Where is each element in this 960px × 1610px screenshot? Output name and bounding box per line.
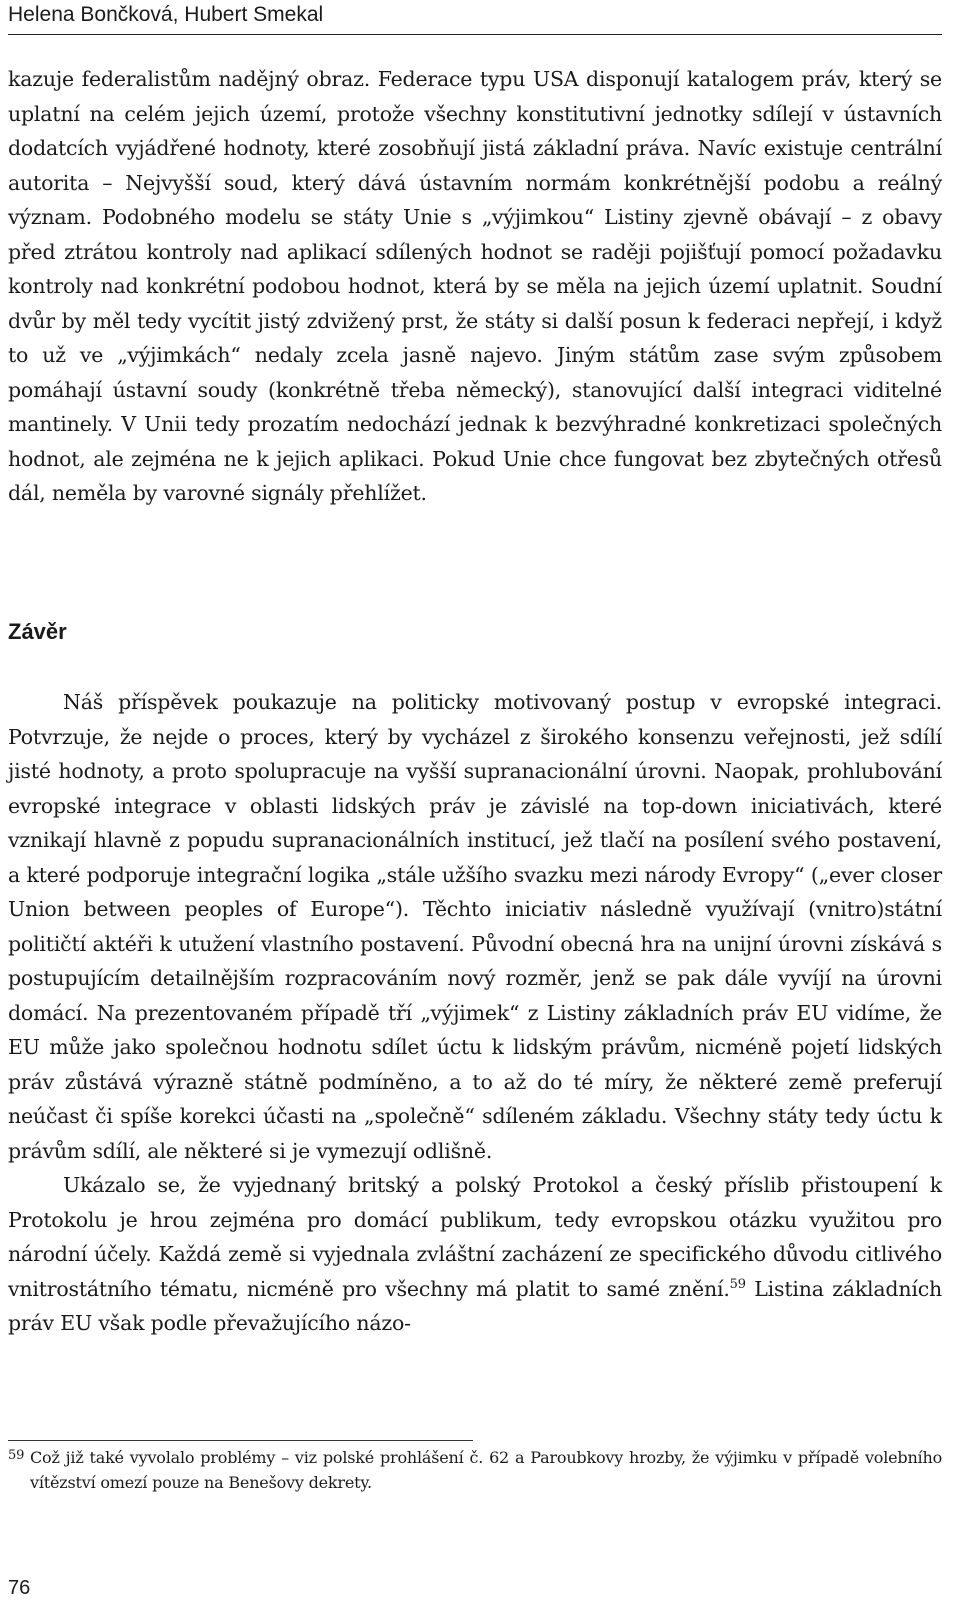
header-authors: Helena Bončková, Hubert Smekal: [8, 3, 324, 26]
footnote-rule: [8, 1440, 473, 1441]
footnote-reference[interactable]: 59: [729, 1276, 746, 1292]
section-heading: Závěr: [8, 619, 67, 644]
conclusion-paragraph-2: [8, 1168, 942, 1341]
conclusion-paragraph-2-text: Ukázalo se, že vyjednaný britský a polský Protokol a český příslib přistoupení k Protokolu je hrou zejména pro domácí publikum, tedy evropskou otázku využitou pro národní účely. Každá země si vyjednala zvláštní zacházení ze specifického důvodu citlivého vnitrostátního tématu, nicméně pro všechny má platit to samé znění.: [8, 1173, 942, 1301]
running-header: [8, 0, 942, 38]
conclusion-paragraph-2-tail: Listina základních práv EU však podle převažujícího názo-: [8, 1276, 942, 1335]
body-text: [8, 62, 942, 511]
body-paragraph: kazuje federalistům nadějný obraz. Federace typu USA disponují katalogem práv, který se uplatní na celém jejich území, protože všechny konstitutivní jednotky sdílejí v ústavních dodatcích vyjádřené hodnoty, které zosobňují jistá základní práva. Navíc existuje centrální autorita – Nejvyšší soud, který dává ústavním normám konkrétnější podobu a reálný význam. Podobného modelu se státy Unie s „výjimkou“ Listiny zjevně obávají – z obavy před ztrátou kontroly nad aplikací sdílených hodnot se raději pojišťují pomocí požadavku kontroly nad konkrétní podobou hodnot, která by se měla na jejich území uplatnit. Soudní dvůr by měl tedy vycítit jistý zdvižený prst, že státy si další posun k federaci nepřejí, i když to už ve „výjimkách“ nedaly zcela jasně najevo. Jiným státům zase svým způsobem pomáhají ústavní soudy (konkrétně třeba německý), stanovující další integraci viditelné mantinely. V Unii tedy prozatím nedochází jednak k bezvýhradné konkretizaci společných hodnot, ale zejména ne k jejich aplikaci. Pokud Unie chce fungovat bez zbytečných otřesů dál, neměla by varovné signály přehlížet.: [8, 67, 942, 505]
page-number: 76: [8, 1577, 31, 1599]
header-rule: [8, 34, 942, 35]
footnote-text: Což již také vyvolalo problémy – viz polské prohlášení č. 62 a Paroubkovy hrozby, že výjimku v případě volebního vítězství omezí pouze na Benešovy dekrety.: [30, 1448, 942, 1492]
conclusion-paragraph-1: Náš příspěvek poukazuje na politicky motivovaný postup v evropské integraci. Potvrzuje, že nejde o proces, který by vycházel z širokého konsenzu veřejnosti, jež sdílí jisté hodnoty, a proto spolupracuje na vyšší supranacionální úrovni. Naopak, prohlubování evropské integrace v oblasti lidských práv je závislé na top-down iniciativách, které vznikají hlavně z popudu supranacionálních institucí, jež tlačí na posílení svého postavení, a které podporuje integrační logika „stále užšího svazku mezi národy Evropy“ („ever closer Union between peoples of Europe“). Těchto iniciativ následně využívají (vnitro)státní političtí aktéři k utužení vlastního postavení. Původní obecná hra na unijní úrovni získává s postupujícím detailnějším rozpracováním nový rozměr, jenž se pak dále vyvíjí na úrovni domácí. Na prezentovaném případě tří „výjimek“ z Listiny základních práv EU vidíme, že EU může jako společnou hodnotu sdílet úctu k lidským právům, nicméně pojetí lidských práv zůstává výrazně státně podmíněno, a to až do té míry, že některé země preferují neúčast či spíše korekci účasti na „společně“ sdíleném základu. Všechny státy tedy úctu k právům sdílí, ale některé si je vymezují odlišně.: [8, 690, 942, 1163]
conclusion-section: [8, 685, 942, 1341]
footnote-number: 59: [8, 1448, 25, 1463]
footnote: [8, 1445, 942, 1495]
